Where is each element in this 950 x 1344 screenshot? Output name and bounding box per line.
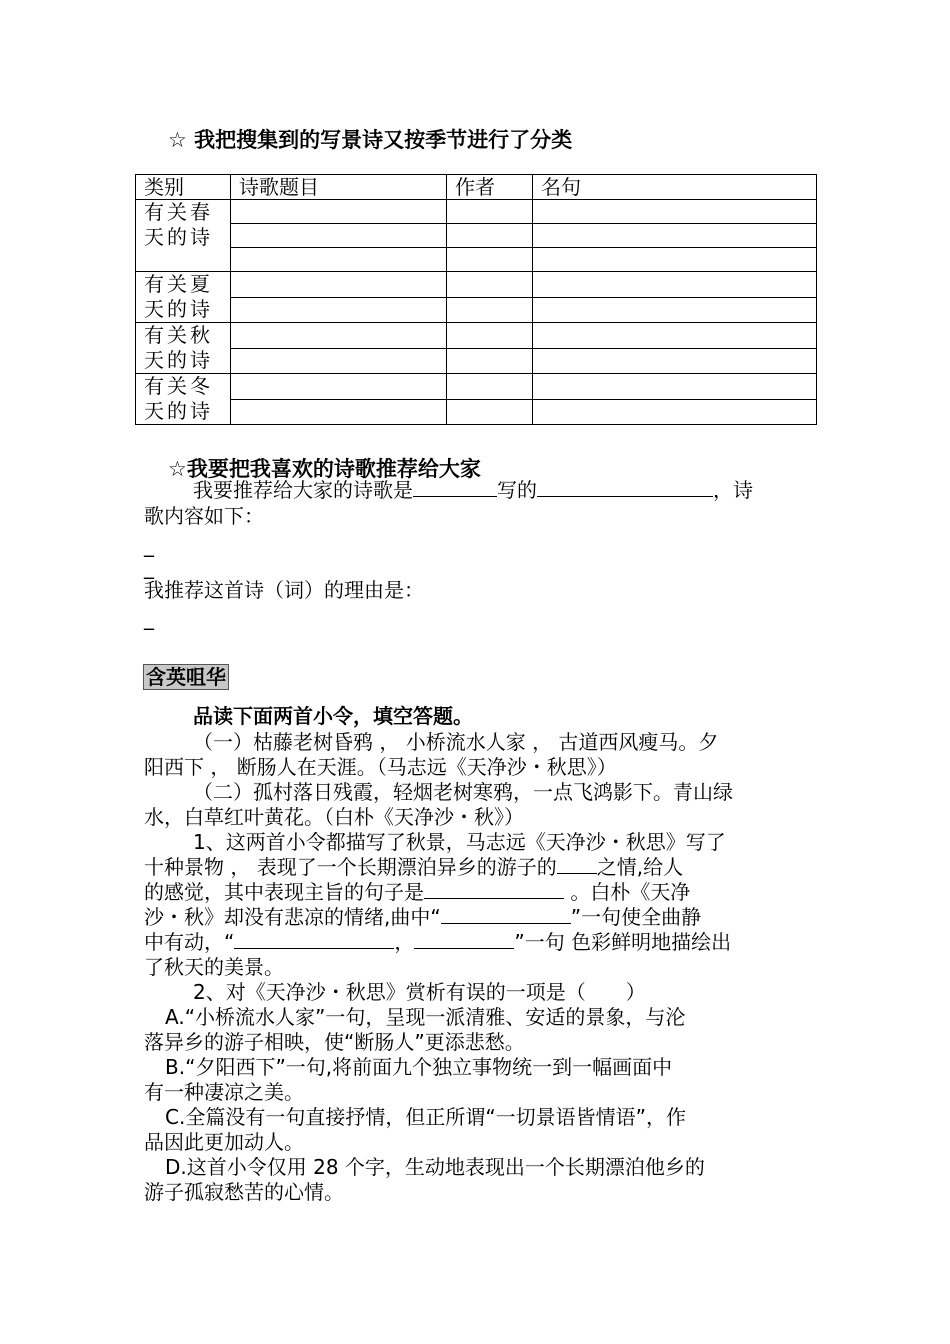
table-row [136, 323, 817, 349]
question1-line4: 沙・秋》却没有悲凉的情绪,曲中“ ”一句使全曲静 [144, 905, 702, 929]
cell-title[interactable] [231, 272, 447, 298]
poem-table [135, 174, 817, 425]
cell-quote[interactable] [533, 323, 817, 349]
cell-title[interactable] [231, 348, 447, 374]
cell-quote[interactable] [533, 272, 817, 298]
option-a-line1[interactable]: A.“小桥流水人家”一句，呈现一派清雅、安适的景象，与沦 [165, 1005, 686, 1029]
cell-title[interactable] [231, 248, 447, 272]
option-c-line2: 品因此更加动人。 [144, 1130, 304, 1154]
cell-title[interactable] [231, 200, 447, 224]
cell-author[interactable] [447, 399, 533, 425]
option-d-line2: 游子孤寂愁苦的心情。 [144, 1180, 344, 1204]
header-category: 类别 [136, 175, 231, 200]
table-row [136, 248, 817, 272]
emotion-blank[interactable] [557, 855, 597, 874]
poem1-line1: （一）枯藤老树昏鸦 ， 小桥流水人家 ， 古道西风瘦马。夕 [193, 730, 719, 754]
recommend-line-2: 歌内容如下： [144, 504, 264, 528]
cell-title[interactable] [231, 399, 447, 425]
option-b-line2: 有一种凄凉之美。 [144, 1080, 304, 1104]
poem-name-blank[interactable] [413, 478, 497, 497]
cell-author[interactable] [447, 272, 533, 298]
category-spring: 有关春 天的诗 [136, 200, 231, 272]
content-blank[interactable]: _ [144, 555, 154, 579]
author-blank[interactable] [537, 478, 713, 497]
question1-line6: 了秋天的美景。 [144, 955, 284, 979]
cell-author[interactable] [447, 323, 533, 349]
category-autumn: 有关秋 天的诗 [136, 323, 231, 374]
content-blank[interactable]: _ [144, 533, 154, 557]
cell-quote[interactable] [533, 297, 817, 323]
header-author: 作者 [447, 175, 533, 200]
question2: 2、对《天净沙・秋思》赏析有误的一项是（ ） [193, 980, 646, 1004]
header-title: 诗歌题目 [231, 175, 447, 200]
option-a-line2: 落异乡的游子相映，使“断肠人”更添悲愁。 [144, 1030, 525, 1054]
instruction: 品读下面两首小令，填空答题。 [193, 704, 473, 728]
cell-author[interactable] [447, 374, 533, 400]
cell-quote[interactable] [533, 248, 817, 272]
reason-label: 我推荐这首诗（词）的理由是： [144, 578, 424, 602]
cell-author[interactable] [447, 200, 533, 224]
section2-title: ☆我要把我喜欢的诗歌推荐给大家 [168, 457, 481, 481]
cell-title[interactable] [231, 374, 447, 400]
cell-author[interactable] [447, 297, 533, 323]
cell-author[interactable] [447, 348, 533, 374]
question1-line2: 十种景物 ， 表现了一个长期漂泊异乡的游子的 之情,给人 [144, 855, 684, 879]
cell-quote[interactable] [533, 224, 817, 248]
poem2-line2: 水，白草红叶黄花。（白朴《天净沙・秋》） [144, 805, 524, 829]
cell-author[interactable] [447, 224, 533, 248]
table-row [136, 399, 817, 425]
category-summer: 有关夏 天的诗 [136, 272, 231, 323]
option-b-line1[interactable]: B.“夕阳西下”一句,将前面九个独立事物统一到一幅画面中 [165, 1055, 673, 1079]
table-row [136, 374, 817, 400]
table-row [136, 348, 817, 374]
dynamic-line-blank[interactable] [441, 905, 571, 924]
cell-quote[interactable] [533, 399, 817, 425]
table-header-row [136, 175, 817, 200]
cell-title[interactable] [231, 297, 447, 323]
question1-line1: 1、这两首小令都描写了秋景，马志远《天净沙・秋思》写了 [193, 830, 726, 854]
color-line-blank-2[interactable] [414, 930, 514, 949]
cell-author[interactable] [447, 248, 533, 272]
cell-quote[interactable] [533, 200, 817, 224]
poem2-line1: （二）孤村落日残霞，轻烟老树寒鸦，一点飞鸿影下。青山绿 [193, 780, 733, 804]
table-row [136, 224, 817, 248]
poem1-line2: 阳西下 ， 断肠人在天涯。（马志远《天净沙・秋思》） [144, 755, 617, 779]
section-badge: 含英咀华 [143, 664, 229, 690]
cell-quote[interactable] [533, 348, 817, 374]
category-winter: 有关冬 天的诗 [136, 374, 231, 425]
color-line-blank-1[interactable] [234, 930, 394, 949]
question1-line5: 中有动，“ ， ”一句 色彩鲜明地描绘出 [144, 930, 732, 954]
theme-sentence-blank[interactable] [424, 880, 564, 899]
table-row [136, 272, 817, 298]
section1-title: ☆ 我把搜集到的写景诗又按季节进行了分类 [168, 128, 573, 152]
table-row [136, 297, 817, 323]
cell-title[interactable] [231, 323, 447, 349]
reason-blank[interactable]: _ [144, 606, 154, 630]
header-quote: 名句 [533, 175, 817, 200]
question1-line3: 的感觉，其中表现主旨的句子是 。白朴《天净 [144, 880, 691, 904]
recommend-line: 我要推荐给大家的诗歌是 写的 ，诗 [193, 478, 753, 502]
option-c-line1[interactable]: C.全篇没有一句直接抒情，但正所谓“一切景语皆情语”，作 [165, 1105, 687, 1129]
option-d-line1[interactable]: D.这首小令仅用 28 个字，生动地表现出一个长期漂泊他乡的 [165, 1155, 705, 1179]
cell-quote[interactable] [533, 374, 817, 400]
cell-title[interactable] [231, 224, 447, 248]
table-row [136, 200, 817, 224]
